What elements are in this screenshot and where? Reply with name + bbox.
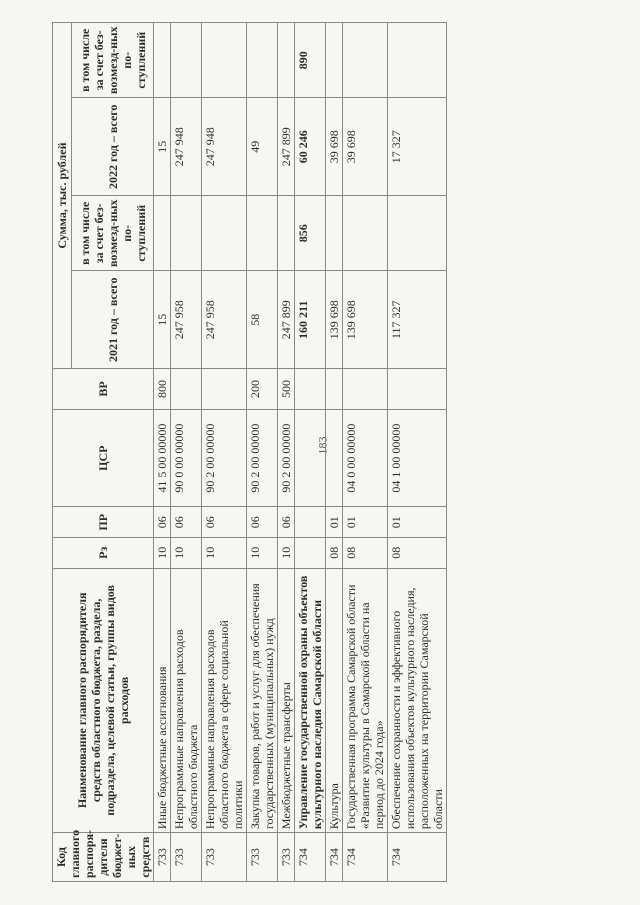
cell-pr: 06 (278, 507, 295, 538)
cell-pr: 01 (388, 507, 447, 538)
cell-2021-total: 139 698 (326, 271, 343, 369)
cell-2022-incl (247, 23, 278, 98)
header-code: Код главного распоря-дителя бюджет-ных средств (53, 833, 154, 882)
cell-2021-incl (326, 196, 343, 271)
cell-vr (343, 369, 388, 410)
cell-rz: 10 (171, 538, 202, 569)
cell-vr (388, 369, 447, 410)
cell-rz: 10 (202, 538, 247, 569)
cell-2021-total: 139 698 (343, 271, 388, 369)
cell-2022-total: 17 327 (388, 98, 447, 196)
cell-2021-incl (343, 196, 388, 271)
cell-2021-total: 247 958 (171, 271, 202, 369)
cell-vr (326, 369, 343, 410)
cell-2022-incl (171, 23, 202, 98)
cell-2021-incl (247, 196, 278, 271)
cell-code: 733 (247, 833, 278, 882)
cell-2022-total: 15 (154, 98, 171, 196)
table-row (202, 23, 247, 882)
cell-2021-incl (278, 196, 295, 271)
rotated-table-container (52, 22, 612, 882)
cell-2022-total: 49 (247, 98, 278, 196)
cell-vr: 500 (278, 369, 295, 410)
cell-rz: 08 (326, 538, 343, 569)
header-rz: Рз (53, 538, 154, 569)
cell-csr: 90 2 00 00000 (278, 409, 295, 507)
cell-vr (171, 369, 202, 410)
cell-2021-incl (388, 196, 447, 271)
cell-pr: 06 (171, 507, 202, 538)
cell-csr: 90 0 00 00000 (171, 409, 202, 507)
cell-vr: 200 (247, 369, 278, 410)
cell-pr: 01 (326, 507, 343, 538)
cell-2021-incl (171, 196, 202, 271)
header-name: Наименование главного распорядителя средств областного бюджета, раздела, подраздела, целевой статьи, группы видов расходов (53, 568, 154, 833)
header-csr: ЦСР (53, 409, 154, 507)
header-2021-total: 2021 год – всего (72, 271, 154, 369)
cell-code: 734 (326, 833, 343, 882)
cell-code: 734 (343, 833, 388, 882)
cell-code: 733 (154, 833, 171, 882)
cell-csr (295, 409, 326, 507)
header-2022-incl: в том числе за счет без-возмезд-ных по-ступлений (72, 23, 154, 98)
cell-2022-total: 60 246 (295, 98, 326, 196)
cell-name: Закупка товаров, работ и услуг для обеспечения государственных (муниципальных) нужд (247, 568, 278, 833)
cell-name: Иные бюджетные ассигнования (154, 568, 171, 833)
header-sum: Сумма, тыс. рублей (53, 23, 72, 369)
cell-vr (295, 369, 326, 410)
cell-csr: 41 5 00 00000 (154, 409, 171, 507)
cell-2022-incl: 890 (295, 23, 326, 98)
cell-2021-total: 247 958 (202, 271, 247, 369)
cell-2022-total: 39 698 (326, 98, 343, 196)
header-2021-incl: в том числе за счет без-возмезд-ных по-ступлений (72, 196, 154, 271)
table-body (154, 23, 447, 882)
cell-name: Межбюджетные трансферты (278, 568, 295, 833)
cell-code: 733 (171, 833, 202, 882)
cell-2022-total: 39 698 (343, 98, 388, 196)
cell-rz: 08 (343, 538, 388, 569)
cell-name: Непрограммные направления расходов областного бюджета (171, 568, 202, 833)
cell-2021-total: 15 (154, 271, 171, 369)
cell-rz: 10 (247, 538, 278, 569)
cell-code: 733 (278, 833, 295, 882)
cell-csr (326, 409, 343, 507)
cell-rz (295, 538, 326, 569)
cell-csr: 04 1 00 00000 (388, 409, 447, 507)
cell-pr: 06 (202, 507, 247, 538)
cell-name: Культура (326, 568, 343, 833)
table-row (278, 23, 295, 882)
cell-pr: 01 (343, 507, 388, 538)
cell-name: Управление государственной охраны объектов культурного наследия Самарской области (295, 568, 326, 833)
cell-pr: 06 (247, 507, 278, 538)
cell-vr (202, 369, 247, 410)
cell-2022-total: 247 948 (171, 98, 202, 196)
table-row (388, 23, 447, 882)
cell-2022-incl (388, 23, 447, 98)
table-row (171, 23, 202, 882)
cell-name: Непрограммные направления расходов областного бюджета в сфере социальной политики (202, 568, 247, 833)
table-row (295, 23, 326, 882)
cell-code: 734 (295, 833, 326, 882)
cell-name: Обеспечение сохранности и эффективного использования объектов культурного наследия, расположенных на территории Самарской области (388, 568, 447, 833)
cell-2022-incl (326, 23, 343, 98)
cell-2021-total: 58 (247, 271, 278, 369)
header-vr: ВР (53, 369, 154, 410)
cell-rz: 08 (388, 538, 447, 569)
cell-csr: 04 0 00 00000 (343, 409, 388, 507)
table-row (154, 23, 171, 882)
cell-2021-total: 247 899 (278, 271, 295, 369)
cell-vr: 800 (154, 369, 171, 410)
cell-csr: 90 2 00 00000 (202, 409, 247, 507)
cell-2022-total: 247 899 (278, 98, 295, 196)
cell-2022-incl (154, 23, 171, 98)
table-row (343, 23, 388, 882)
cell-pr: 06 (154, 507, 171, 538)
budget-table (52, 22, 447, 882)
cell-name: Государственная программа Самарской области «Развитие культуры в Самарской области на период до 2024 года» (343, 568, 388, 833)
cell-2021-incl (202, 196, 247, 271)
cell-2022-total: 247 948 (202, 98, 247, 196)
table-row (247, 23, 278, 882)
cell-2022-incl (278, 23, 295, 98)
cell-2021-total: 160 211 (295, 271, 326, 369)
cell-2021-incl (154, 196, 171, 271)
header-pr: ПР (53, 507, 154, 538)
header-2022-total: 2022 год – всего (72, 98, 154, 196)
cell-code: 734 (388, 833, 447, 882)
cell-code: 733 (202, 833, 247, 882)
cell-2021-incl: 856 (295, 196, 326, 271)
cell-rz: 10 (154, 538, 171, 569)
cell-2021-total: 117 327 (388, 271, 447, 369)
table-row (326, 23, 343, 882)
cell-pr (295, 507, 326, 538)
cell-2022-incl (343, 23, 388, 98)
cell-csr: 90 2 00 00000 (247, 409, 278, 507)
page-number: 183 (315, 436, 330, 455)
cell-rz: 10 (278, 538, 295, 569)
cell-2022-incl (202, 23, 247, 98)
